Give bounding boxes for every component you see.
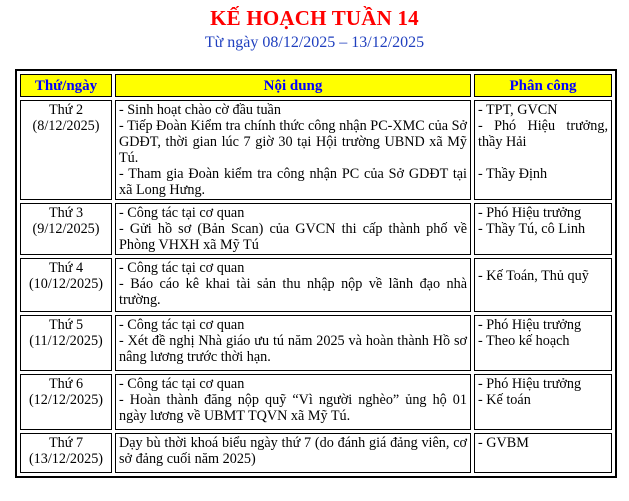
day-cell — [20, 100, 112, 200]
assign-cell — [474, 203, 612, 255]
assign-line: - Phó Hiệu trưởng — [478, 205, 582, 221]
day-name: Thứ 4 — [48, 260, 84, 276]
day-name: Thứ 2 — [48, 102, 84, 118]
content-line: - Báo cáo kê khai tài sản thu nhập nộp về lãnh đạo nhà trường. — [119, 276, 467, 308]
content-cell — [115, 433, 471, 473]
table-header-row — [20, 74, 612, 97]
header-content: Nội dung — [115, 74, 471, 97]
day-cell — [20, 203, 112, 255]
content-line: - Hoàn thành đăng nộp quỹ “Vì người nghèo” ủng hộ 01 ngày lương về UBMT TQVN xã Mỹ Tú. — [119, 392, 467, 424]
content-line: - Xét đề nghị Nhà giáo ưu tú năm 2025 và hoàn thành Hồ sơ nâng lương trước thời hạn. — [119, 333, 467, 365]
content-cell — [115, 203, 471, 255]
day-date: (9/12/2025) — [32, 221, 100, 237]
day-name: Thứ 6 — [48, 376, 84, 392]
weekly-plan-table — [15, 69, 617, 478]
content-line: Dạy bù thời khoá biểu ngày thứ 7 (do đánh giá đảng viên, cơ sở đảng cuối năm 2025) — [119, 435, 467, 467]
assign-cell — [474, 374, 612, 430]
day-date: (13/12/2025) — [28, 451, 104, 467]
assign-line — [478, 150, 608, 166]
day-name: Thứ 5 — [48, 317, 84, 333]
assign-line — [478, 260, 608, 268]
assign-line: - Thầy Tú, cô Linh — [478, 221, 586, 237]
page-title: KẾ HOẠCH TUẦN 14 — [210, 6, 419, 30]
content-line: - Gửi hồ sơ (Bản Scan) của GVCN thi cấp thành phố về Phòng VHXH xã Mỹ Tú — [119, 221, 467, 253]
table-row — [20, 315, 612, 371]
assign-line: - Thầy Định — [478, 166, 548, 182]
content-line: - Công tác tại cơ quan — [119, 376, 245, 392]
day-cell — [20, 374, 112, 430]
day-date: (10/12/2025) — [28, 276, 104, 292]
assign-line: - TPT, GVCN — [478, 102, 558, 118]
day-date: (8/12/2025) — [32, 118, 100, 134]
day-date: (12/12/2025) — [28, 392, 104, 408]
assign-line: - Kế toán — [478, 392, 531, 408]
content-cell — [115, 315, 471, 371]
content-cell — [115, 374, 471, 430]
content-line: - Công tác tại cơ quan — [119, 260, 245, 276]
content-line: - Tiếp Đoàn Kiểm tra chính thức công nhận PC-XMC của Sở GDĐT, thời gian lúc 7 giờ 30 tại Hội trường UBND xã Mỹ Tú. — [119, 118, 467, 166]
assign-line: - Kế Toán, Thủ quỹ — [478, 268, 589, 284]
day-date: (11/12/2025) — [29, 333, 103, 349]
assign-line: - Phó Hiệu trưởng — [478, 317, 582, 333]
day-name: Thứ 3 — [48, 205, 84, 221]
assign-cell — [474, 258, 612, 312]
table-row — [20, 433, 612, 473]
assign-line: - Phó Hiệu trưởng — [478, 376, 582, 392]
assign-line: - Theo kế hoạch — [478, 333, 570, 349]
content-line: - Tham gia Đoàn kiểm tra công nhận PC của Sở GDĐT tại xã Long Hưng. — [119, 166, 467, 198]
content-line: - Sinh hoạt chào cờ đầu tuần — [119, 102, 281, 118]
assign-cell — [474, 433, 612, 473]
header-assign: Phân công — [474, 74, 612, 97]
day-cell — [20, 258, 112, 312]
day-cell — [20, 433, 112, 473]
table-row — [20, 374, 612, 430]
content-line: - Công tác tại cơ quan — [119, 317, 245, 333]
content-cell — [115, 100, 471, 200]
header-day: Thứ/ngày — [20, 74, 112, 97]
assign-line: - GVBM — [478, 435, 529, 451]
table-row — [20, 100, 612, 200]
assign-cell — [474, 100, 612, 200]
assign-line: - Phó Hiệu trưởng, thầy Hải — [478, 118, 608, 150]
content-line: - Công tác tại cơ quan — [119, 205, 245, 221]
assign-cell — [474, 315, 612, 371]
day-name: Thứ 7 — [48, 435, 84, 451]
date-range-subtitle: Từ ngày 08/12/2025 – 13/12/2025 — [204, 34, 425, 51]
table-row — [20, 203, 612, 255]
table-row — [20, 258, 612, 312]
content-cell — [115, 258, 471, 312]
day-cell — [20, 315, 112, 371]
